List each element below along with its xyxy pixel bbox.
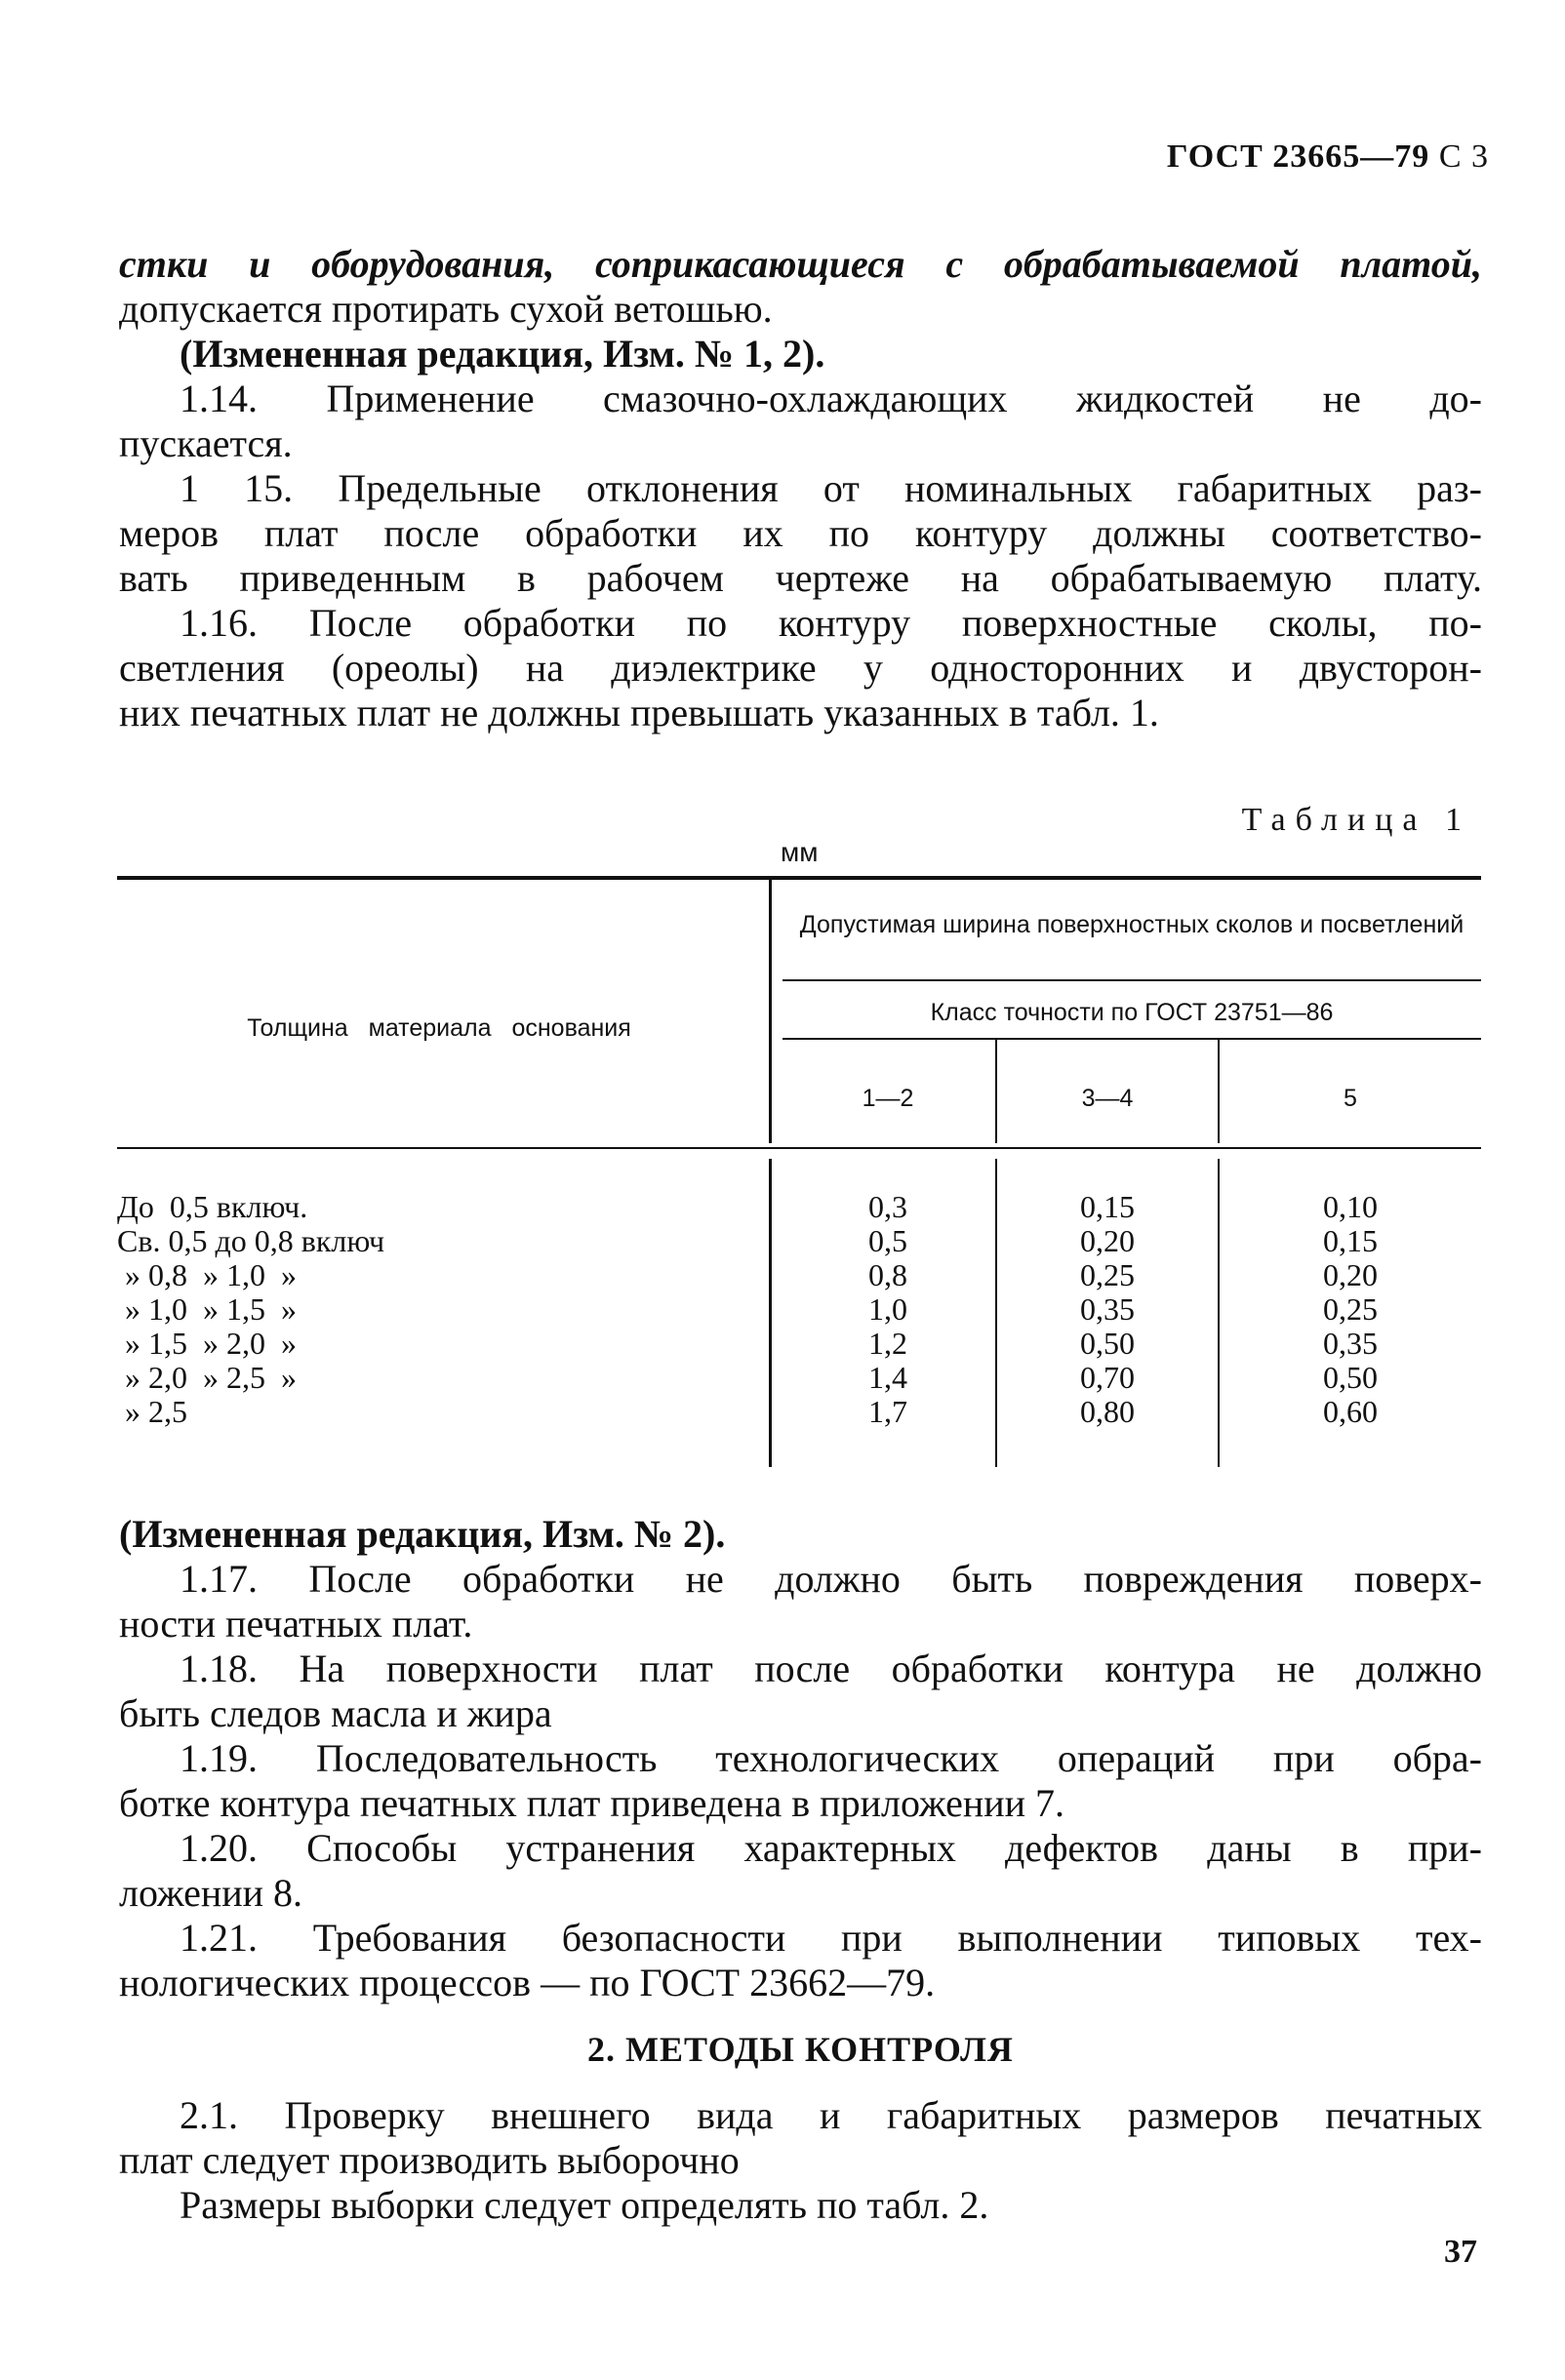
text-line: них печатных плат не должны превышать указанных в табл. 1. <box>119 691 1159 734</box>
table-cell: 0,60 <box>1323 1394 1378 1429</box>
table-cell: 0,25 <box>1080 1257 1135 1292</box>
text-line: вать приведенным в рабочем чертеже на обрабатываемую плату. <box>119 556 1482 600</box>
subgroup-header: Класс точности по ГОСТ 23751—86 <box>930 999 1334 1026</box>
table-cell: 1,2 <box>868 1326 907 1361</box>
table-row-label: » 1,0 » 1,5 » <box>117 1291 297 1327</box>
table-row-label: » 2,5 <box>117 1394 187 1429</box>
table-header-rule <box>117 1147 1481 1149</box>
document-code: ГОСТ 23665—79 <box>1166 139 1430 175</box>
text-line: быть следов масла и жира <box>119 1691 552 1735</box>
page-number: 37 <box>1444 2234 1477 2270</box>
text-line: пускается. <box>119 421 293 465</box>
table-cell: 0,15 <box>1323 1223 1378 1258</box>
amendment-note: (Измененная редакция, Изм. № 1, 2). <box>180 332 825 376</box>
text-line: 1.17. После обработки не должно быть повреждения поверх- <box>180 1557 1482 1601</box>
table-cell: 0,50 <box>1323 1360 1378 1395</box>
text-line: светления (ореолы) на диэлектрике у односторонних и двусторон- <box>119 646 1482 690</box>
table-top-rule <box>117 876 1481 880</box>
table-row-label: Св. 0,5 до 0,8 включ <box>117 1223 385 1258</box>
text-line: 1 15. Предельные отклонения от номинальных габаритных раз- <box>180 466 1482 510</box>
text-line: меров плат после обработки их по контуру должны соответство- <box>119 511 1482 555</box>
table-cell: 0,10 <box>1323 1189 1378 1224</box>
table-row-label: » 2,0 » 2,5 » <box>117 1360 297 1395</box>
page-label: С 3 <box>1438 139 1489 175</box>
text-line: 1.16. После обработки по контуру поверхностные сколы, по- <box>180 601 1482 645</box>
table-vline <box>769 1159 772 1467</box>
table-cell: 0,3 <box>868 1189 907 1224</box>
text-line: 1.21. Требования безопасности при выполнении типовых тех- <box>180 1916 1482 1960</box>
table-cell: 0,8 <box>868 1257 907 1292</box>
amendment-note: (Измененная редакция, Изм. № 2). <box>119 1512 726 1556</box>
table-units: мм <box>781 837 819 867</box>
table-cell: 1,0 <box>868 1291 907 1327</box>
group-header: Допустимая ширина поверхностных сколов и посветлений <box>799 911 1465 938</box>
table-cell: 0,80 <box>1080 1394 1135 1429</box>
text-line: ботке контура печатных плат приведена в приложении 7. <box>119 1781 1065 1825</box>
section-heading: 2. МЕТОДЫ КОНТРОЛЯ <box>587 2030 1014 2069</box>
table-rule <box>782 979 1481 981</box>
table-cell: 0,20 <box>1080 1223 1135 1258</box>
text-line: Размеры выборки следует определять по табл. 2. <box>180 2183 989 2227</box>
table-cell: 0,20 <box>1323 1257 1378 1292</box>
text-line: 2.1. Проверку внешнего вида и габаритных размеров печатных <box>180 2093 1482 2137</box>
table-vline <box>769 880 772 1143</box>
text-line: нологических процессов — по ГОСТ 23662—79. <box>119 1961 936 2004</box>
table-cell: 0,15 <box>1080 1189 1135 1224</box>
table-rule <box>782 1038 1481 1040</box>
column-header: 5 <box>1344 1085 1357 1112</box>
table-cell: 1,4 <box>868 1360 907 1395</box>
table-cell: 0,35 <box>1323 1326 1378 1361</box>
text-line: стки и оборудования, соприкасающиеся с обрабатываемой платой, <box>119 242 1482 286</box>
table-cell: 0,70 <box>1080 1360 1135 1395</box>
text-line: плат следует производить выборочно <box>119 2138 740 2182</box>
table-row-label: До 0,5 включ. <box>117 1189 308 1224</box>
table-cell: 0,5 <box>868 1223 907 1258</box>
text-line: 1.18. На поверхности плат после обработки контура не должно <box>180 1646 1482 1690</box>
table-row-label: » 1,5 » 2,0 » <box>117 1326 297 1361</box>
column-header: 3—4 <box>1081 1085 1134 1112</box>
table-cell: 1,7 <box>868 1394 907 1429</box>
table-cell: 0,25 <box>1323 1291 1378 1327</box>
table-caption: Таблица 1 <box>1241 802 1471 838</box>
table-row-label: » 0,8 » 1,0 » <box>117 1257 297 1292</box>
text-line: ности печатных плат. <box>119 1602 473 1646</box>
running-header <box>1167 139 1489 176</box>
column-header: 1—2 <box>862 1085 914 1112</box>
text-line: 1.19. Последовательность технологических операций при обра- <box>180 1736 1482 1780</box>
text-line: ложении 8. <box>119 1871 303 1915</box>
table-cell: 0,35 <box>1080 1291 1135 1327</box>
stub-header: Толщина материала основания <box>247 1014 631 1042</box>
text-line: 1.20. Способы устранения характерных дефектов даны в при- <box>180 1826 1482 1870</box>
text-line: 1.14. Применение смазочно-охлаждающих жидкостей не до- <box>180 377 1482 420</box>
table-cell: 0,50 <box>1080 1326 1135 1361</box>
text-line: допускается протирать сухой ветошью. <box>119 287 773 331</box>
